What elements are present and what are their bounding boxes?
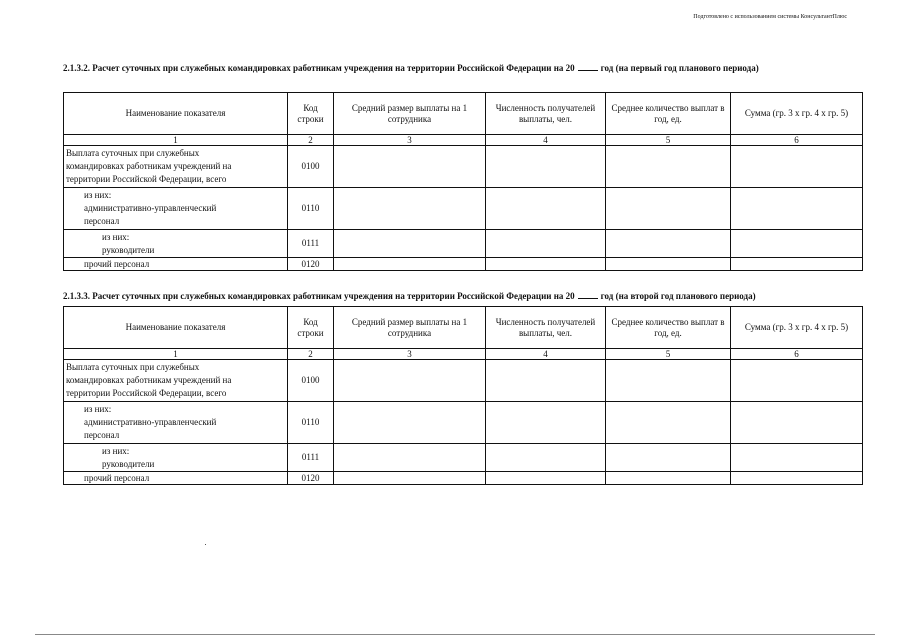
row-name-line: Выплата суточных при служебных: [66, 148, 200, 158]
row-name-heads: [64, 444, 288, 472]
col-header-sum: Сумма (гр. 3 х гр. 4 х гр. 5): [731, 307, 863, 349]
value-cell[interactable]: [606, 146, 731, 188]
value-cell[interactable]: [731, 258, 863, 271]
value-cell[interactable]: [334, 360, 486, 402]
value-cell[interactable]: [731, 146, 863, 188]
table-row: [64, 188, 863, 230]
value-cell[interactable]: [334, 188, 486, 230]
row-name-line: персонал: [84, 430, 120, 440]
value-cell[interactable]: [486, 472, 606, 485]
value-cell[interactable]: [731, 472, 863, 485]
value-cell[interactable]: [334, 472, 486, 485]
value-cell[interactable]: [334, 230, 486, 258]
col-number: 6: [731, 349, 863, 360]
value-cell[interactable]: [486, 402, 606, 444]
col-number: 3: [334, 349, 486, 360]
row-name-line: командировках работникам учреждений на: [66, 375, 232, 385]
value-cell[interactable]: [486, 230, 606, 258]
year-blank-1[interactable]: [578, 62, 598, 71]
table-row: [64, 444, 863, 472]
row-name-admin: [64, 402, 288, 444]
col-header-sum: Сумма (гр. 3 х гр. 4 х гр. 5): [731, 93, 863, 135]
value-cell[interactable]: [731, 360, 863, 402]
col-header-freq: Среднее количество выплат в год, ед.: [606, 307, 731, 349]
value-cell[interactable]: [731, 402, 863, 444]
value-cell[interactable]: [606, 258, 731, 271]
col-header-name: Наименование показателя: [64, 93, 288, 135]
value-cell[interactable]: [334, 258, 486, 271]
table-row: [64, 258, 863, 271]
value-cell[interactable]: [334, 444, 486, 472]
value-cell[interactable]: [486, 146, 606, 188]
section-title-1-suffix: год (на первый год планового периода): [600, 63, 759, 73]
value-cell[interactable]: [606, 444, 731, 472]
col-number: 4: [486, 349, 606, 360]
row-code: 0100: [288, 146, 334, 188]
value-cell[interactable]: [731, 188, 863, 230]
value-cell[interactable]: [334, 402, 486, 444]
col-header-freq: Среднее количество выплат в год, ед.: [606, 93, 731, 135]
value-cell[interactable]: [486, 258, 606, 271]
page-bottom-rule: [35, 634, 875, 635]
col-number: 2: [288, 135, 334, 146]
row-code: 0110: [288, 402, 334, 444]
col-header-avg: Средний размер выплаты на 1 сотрудника: [334, 307, 486, 349]
row-name-line: территории Российской Федерации, всего: [66, 174, 227, 184]
table-row: [64, 230, 863, 258]
section-title-2-text: 2.1.3.3. Расчет суточных при служебных командировках работникам учреждения на территории Российской Федерации на 20: [63, 291, 575, 301]
row-name-total: [64, 146, 288, 188]
row-code: 0120: [288, 472, 334, 485]
row-code: 0110: [288, 188, 334, 230]
col-number: 4: [486, 135, 606, 146]
col-number: 3: [334, 135, 486, 146]
row-name-line: из них:: [102, 231, 130, 242]
table-section-1: [63, 92, 863, 271]
section-title-1: [63, 62, 863, 74]
table-row: [64, 402, 863, 444]
row-name-admin: [64, 188, 288, 230]
row-name-line: административно-управленческий: [84, 203, 217, 213]
row-name-line: командировках работникам учреждений на: [66, 161, 232, 171]
scan-speck: [205, 544, 206, 545]
column-number-row: [64, 135, 863, 146]
col-number: 1: [64, 135, 288, 146]
row-name-line: Выплата суточных при служебных: [66, 362, 200, 372]
col-number: 6: [731, 135, 863, 146]
row-code: 0111: [288, 230, 334, 258]
value-cell[interactable]: [606, 360, 731, 402]
value-cell[interactable]: [606, 472, 731, 485]
col-header-count: Численность получателей выплаты, чел.: [486, 307, 606, 349]
table-row: [64, 146, 863, 188]
column-number-row: [64, 349, 863, 360]
row-name-line: прочий персонал: [84, 258, 150, 269]
table-row: [64, 360, 863, 402]
col-header-count: Численность получателей выплаты, чел.: [486, 93, 606, 135]
row-name-line: из них:: [84, 190, 112, 200]
row-name-line: персонал: [84, 216, 120, 226]
value-cell[interactable]: [486, 444, 606, 472]
col-number: 1: [64, 349, 288, 360]
col-number: 2: [288, 349, 334, 360]
col-number: 5: [606, 349, 731, 360]
value-cell[interactable]: [606, 402, 731, 444]
value-cell[interactable]: [606, 188, 731, 230]
col-number: 5: [606, 135, 731, 146]
year-blank-2[interactable]: [578, 290, 598, 299]
col-header-avg: Средний размер выплаты на 1 сотрудника: [334, 93, 486, 135]
row-name-total: [64, 360, 288, 402]
row-name-line: территории Российской Федерации, всего: [66, 388, 227, 398]
row-name-heads: [64, 230, 288, 258]
value-cell[interactable]: [731, 230, 863, 258]
table-section-2: [63, 306, 863, 485]
value-cell[interactable]: [606, 230, 731, 258]
section-title-1-text: 2.1.3.2. Расчет суточных при служебных командировках работникам учреждения на территории Российской Федерации на 20: [63, 63, 575, 73]
value-cell[interactable]: [486, 188, 606, 230]
value-cell[interactable]: [334, 146, 486, 188]
row-code: 0100: [288, 360, 334, 402]
row-name-line: руководители: [102, 458, 155, 469]
row-name-other: [64, 258, 288, 271]
table-row: [64, 472, 863, 485]
row-name-line: из них:: [102, 445, 130, 456]
row-code: 0120: [288, 258, 334, 271]
row-code: 0111: [288, 444, 334, 472]
row-name-other: [64, 472, 288, 485]
section-title-2-suffix: год (на второй год планового периода): [600, 291, 756, 301]
row-name-line: из них:: [84, 404, 112, 414]
col-header-code: Код строки: [288, 93, 334, 135]
col-header-name: Наименование показателя: [64, 307, 288, 349]
row-name-line: руководители: [102, 244, 155, 255]
section-title-2: [63, 290, 863, 302]
header-note: Подготовлено с использованием системы КонсультантПлюс: [693, 14, 847, 20]
value-cell[interactable]: [731, 444, 863, 472]
value-cell[interactable]: [486, 360, 606, 402]
row-name-line: прочий персонал: [84, 472, 150, 483]
col-header-code: Код строки: [288, 307, 334, 349]
row-name-line: административно-управленческий: [84, 417, 217, 427]
